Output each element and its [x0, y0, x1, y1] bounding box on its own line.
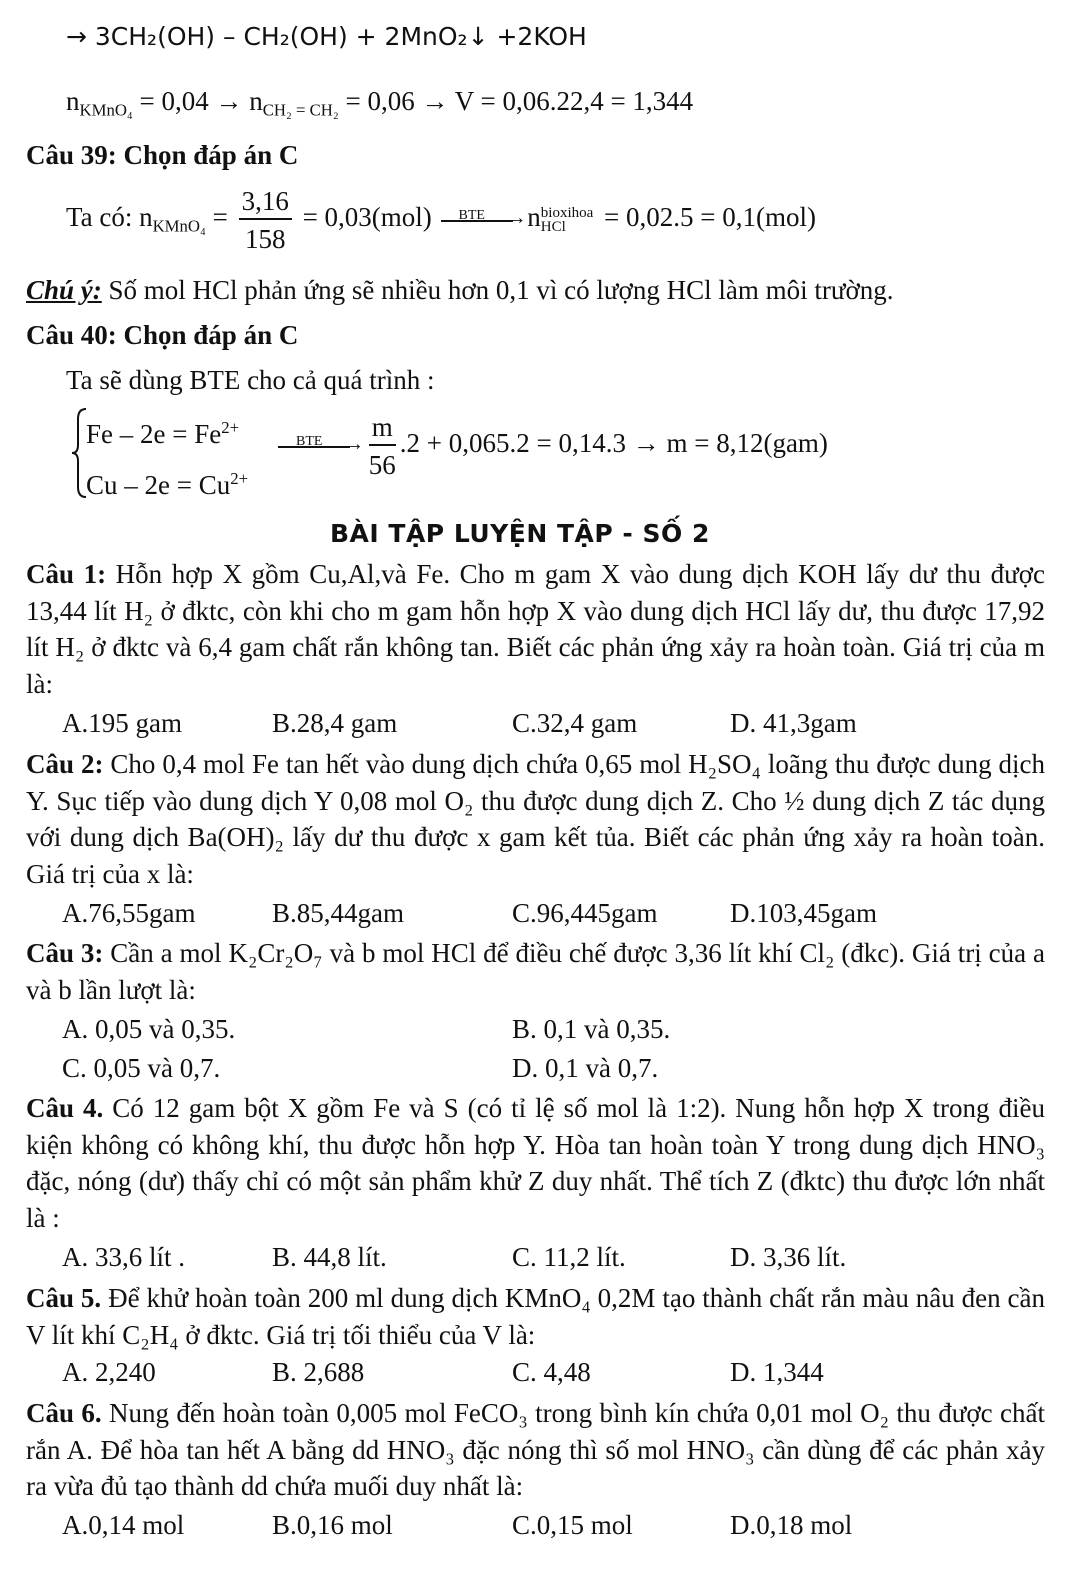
option-3-d[interactable]: D. 0,1 và 0,7.	[512, 1053, 659, 1083]
option-4-a[interactable]: A. 33,6 lít .	[62, 1242, 186, 1272]
option-4-c[interactable]: C. 11,2 lít.	[512, 1242, 626, 1272]
option-5-b[interactable]: B. 2,688	[272, 1357, 365, 1387]
bte-arrow-icon: BTE →	[439, 205, 521, 235]
option-2-b[interactable]: B.85,44gam	[272, 898, 404, 928]
solution-39-equation: Ta có: $n_{KMnO_4}$ = $\frac{3,16}{158}$ = 0,03(mol) BTE → n bioxihoa HCl = 0,02.5 = 0,1(mol)	[66, 186, 816, 254]
reaction-equation: → 3CH₂(OH) – CH₂(OH) + 2MnO₂↓ +2KOH	[66, 22, 587, 51]
question-6: Câu 6. Nung đến hoàn toàn 0,005 mol FeCO₃ trong bình kín chứa 0,01 mol O₂ thu được chất rắn A. Để hòa tan hết A bằng dd HNO₃ đặc nóng thì số mol HNO₃ cần dùng để các phản xảy ra vừa đủ tạo thành dd chứa muối duy nhất là:	[26, 1398, 1045, 1501]
solution-40-lead: Ta sẽ dùng BTE cho cả quá trình :	[66, 365, 435, 395]
half-reaction-cu: $Cu - 2e = Cu^{2+}$	[86, 469, 249, 501]
note-39: Chú ý: Số mol HCl phản ứng sẽ nhiều hơn 0,1 vì có lượng HCl làm môi trường.	[26, 275, 894, 305]
option-3-a[interactable]: A. 0,05 và 0,35.	[62, 1014, 236, 1044]
option-3-b[interactable]: B. 0,1 và 0,35.	[512, 1014, 671, 1044]
question-1: Câu 1: Hỗn hợp X gồm Cu,Al,và Fe. Cho m gam X vào dung dịch KOH lấy dư thu được 13,44 lít H₂ ở đktc, còn khi cho m gam hỗn hợp X vào dung dịch HCl lấy dư, thu được 17,92 lít H₂ ở đktc và 6,4 gam chất rắn không tan. Biết các phản ứng xảy ra hoàn toàn. Giá trị của m là:	[26, 559, 1045, 699]
option-2-d[interactable]: D.103,45gam	[730, 898, 877, 928]
option-2-c[interactable]: C.96,445gam	[512, 898, 658, 928]
option-3-c[interactable]: C. 0,05 và 0,7.	[62, 1053, 221, 1083]
bte-arrow-icon: BTE →	[276, 431, 358, 461]
half-reaction-fe: $Fe - 2e = Fe^{2+}$	[86, 418, 240, 450]
fraction: $\frac{3,16}{158}$	[239, 186, 292, 254]
option-6-d[interactable]: D.0,18 mol	[730, 1510, 853, 1540]
mole-calculation: $n_{KMnO_4} = 0,04 \to n_{CH_2 = CH_2} = 0,06 \to V = 0,06.22,4 = 1,344$	[66, 86, 694, 120]
option-4-b[interactable]: B. 44,8 lít.	[272, 1242, 387, 1272]
option-6-a[interactable]: A.0,14 mol	[62, 1510, 185, 1540]
question-4: Câu 4. Có 12 gam bột X gồm Fe và S (có tỉ lệ số mol là 1:2). Nung hỗn hợp X trong điều kiện không có không khí, thu được hỗn hợp Y. Hòa tan hoàn toàn Y trong dung dịch HNO₃ đặc, nóng (dư) thấy chỉ có một sản phẩm khử Z duy nhất. Thể tích Z (đktc) thu được lớn nhất là :	[26, 1093, 1046, 1233]
question-2: Câu 2: Cho 0,4 mol Fe tan hết vào dung dịch chứa 0,65 mol H₂SO₄ loãng thu được dung dịch Y. Sục tiếp vào dung dịch Y 0,08 mol O₂ thu được dung dịch Z. Cho ½ dung dịch Z tác dụng với dung dịch Ba(OH)₂ lấy dư thu được x gam kết tủa. Biết các phản ứng xảy ra hoàn toàn. Giá trị của x là:	[26, 749, 1046, 889]
option-1-c[interactable]: C.32,4 gam	[512, 708, 638, 738]
option-6-b[interactable]: B.0,16 mol	[272, 1510, 393, 1540]
fraction: $\frac{m}{56}$	[368, 412, 396, 480]
option-5-c[interactable]: C. 4,48	[512, 1357, 591, 1387]
option-5-d[interactable]: D. 1,344	[730, 1357, 824, 1387]
option-1-d[interactable]: D. 41,3gam	[730, 708, 857, 738]
question-3: Câu 3: Cần a mol K₂Cr₂O₇ và b mol HCl để điều chế được 3,36 lít khí Cl₂ (đkc). Giá trị của a và b lần lượt là:	[26, 938, 1045, 1005]
option-2-a[interactable]: A.76,55gam	[62, 898, 196, 928]
option-4-d[interactable]: D. 3,36 lít.	[730, 1242, 847, 1272]
option-1-b[interactable]: B.28,4 gam	[272, 708, 398, 738]
solution-40-equation: BTE → $\frac{m}{56}$ .2 + 0,065.2 = 0,14.3 → m = 8,12(gam)	[276, 412, 828, 480]
option-5-a[interactable]: A. 2,240	[62, 1357, 156, 1387]
answer-heading-40: Câu 40: Chọn đáp án C	[26, 320, 299, 350]
option-1-a[interactable]: A.195 gam	[62, 708, 182, 738]
section-title: BÀI TẬP LUYỆN TẬP - SỐ 2	[330, 519, 710, 548]
option-6-c[interactable]: C.0,15 mol	[512, 1510, 633, 1540]
question-5: Câu 5. Để khử hoàn toàn 200 ml dung dịch KMnO₄ 0,2M tạo thành chất rắn màu nâu đen cần V lít khí C₂H₄ ở đktc. Giá trị tối thiểu của V là:	[26, 1283, 1045, 1350]
answer-heading-39: Câu 39: Chọn đáp án C	[26, 140, 299, 170]
